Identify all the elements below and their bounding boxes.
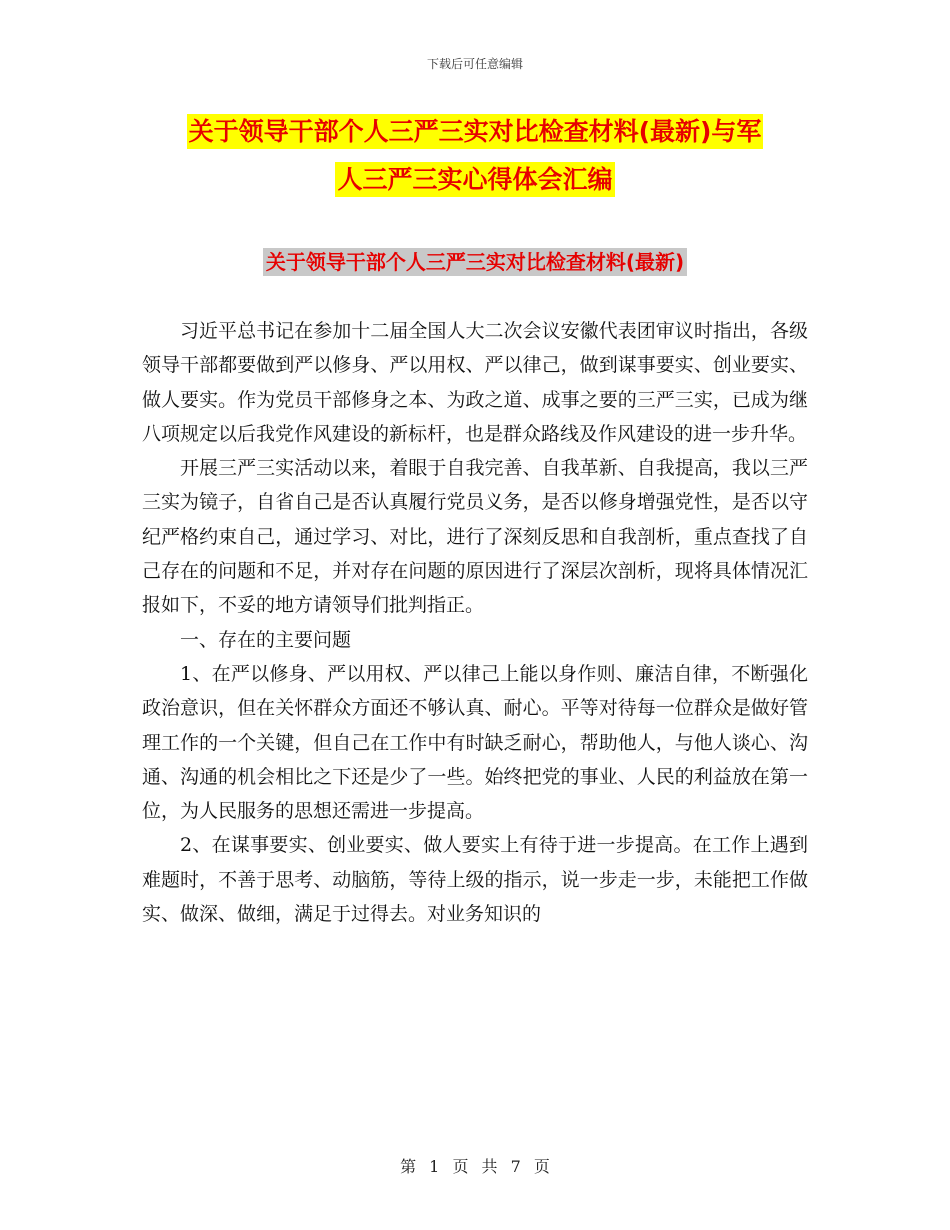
header-note: 下载后可任意编辑 xyxy=(426,57,523,71)
section-heading: 一、存在的主要问题 xyxy=(180,628,352,651)
document-title xyxy=(150,108,800,204)
document-title-line-1: 关于领导干部个人三严三实对比检查材料(最新)与军 xyxy=(187,114,764,149)
body-text xyxy=(142,314,808,931)
document-title-line-2: 人三严三实心得体会汇编 xyxy=(335,162,614,197)
page-footer: 第 1 页 共 7 页 xyxy=(400,1157,550,1176)
paragraph: 习近平总书记在参加十二届全国人大二次会议安徽代表团审议时指出，各级领导干部都要做到严以修身、严以用权、严以律己，做到谋事要实、创业要实、做人要实。作为党员干部修身之本、为政之道、成事之要的三严三实，已成为继八项规定以后我党作风建设的新标杆，也是群众路线及作风建设的进一步升华。 xyxy=(142,320,808,445)
section-title-text: 关于领导干部个人三严三实对比检查材料(最新) xyxy=(263,248,687,276)
paragraph: 2、在谋事要实、创业要实、做人要实上有待于进一步提高。在工作上遇到难题时，不善于思考、动脑筋，等待上级的指示，说一步走一步，未能把工作做实、做深、做细，满足于过得去。对业务知识的 xyxy=(142,834,808,926)
paragraph: 1、在严以修身、严以用权、严以律己上能以身作则、廉洁自律，不断强化政治意识，但在关怀群众方面还不够认真、耐心。平等对待每一位群众是做好管理工作的一个关键，但自己在工作中有时缺乏耐心，帮助他人，与他人谈心、沟通、沟通的机会相比之下还是少了一些。始终把党的事业、人民的利益放在第一位，为人民服务的思想还需进一步提高。 xyxy=(142,662,808,823)
section-title xyxy=(0,245,950,279)
paragraph: 开展三严三实活动以来，着眼于自我完善、自我革新、自我提高，我以三严三实为镜子，自省自己是否认真履行党员义务，是否以修身增强党性，是否以守纪严格约束自己，通过学习、对比，进行了深刻反思和自我剖析，重点查找了自己存在的问题和不足，并对存在问题的原因进行了深层次剖析，现将具体情况汇报如下，不妥的地方请领导们批判指正。 xyxy=(142,457,808,617)
